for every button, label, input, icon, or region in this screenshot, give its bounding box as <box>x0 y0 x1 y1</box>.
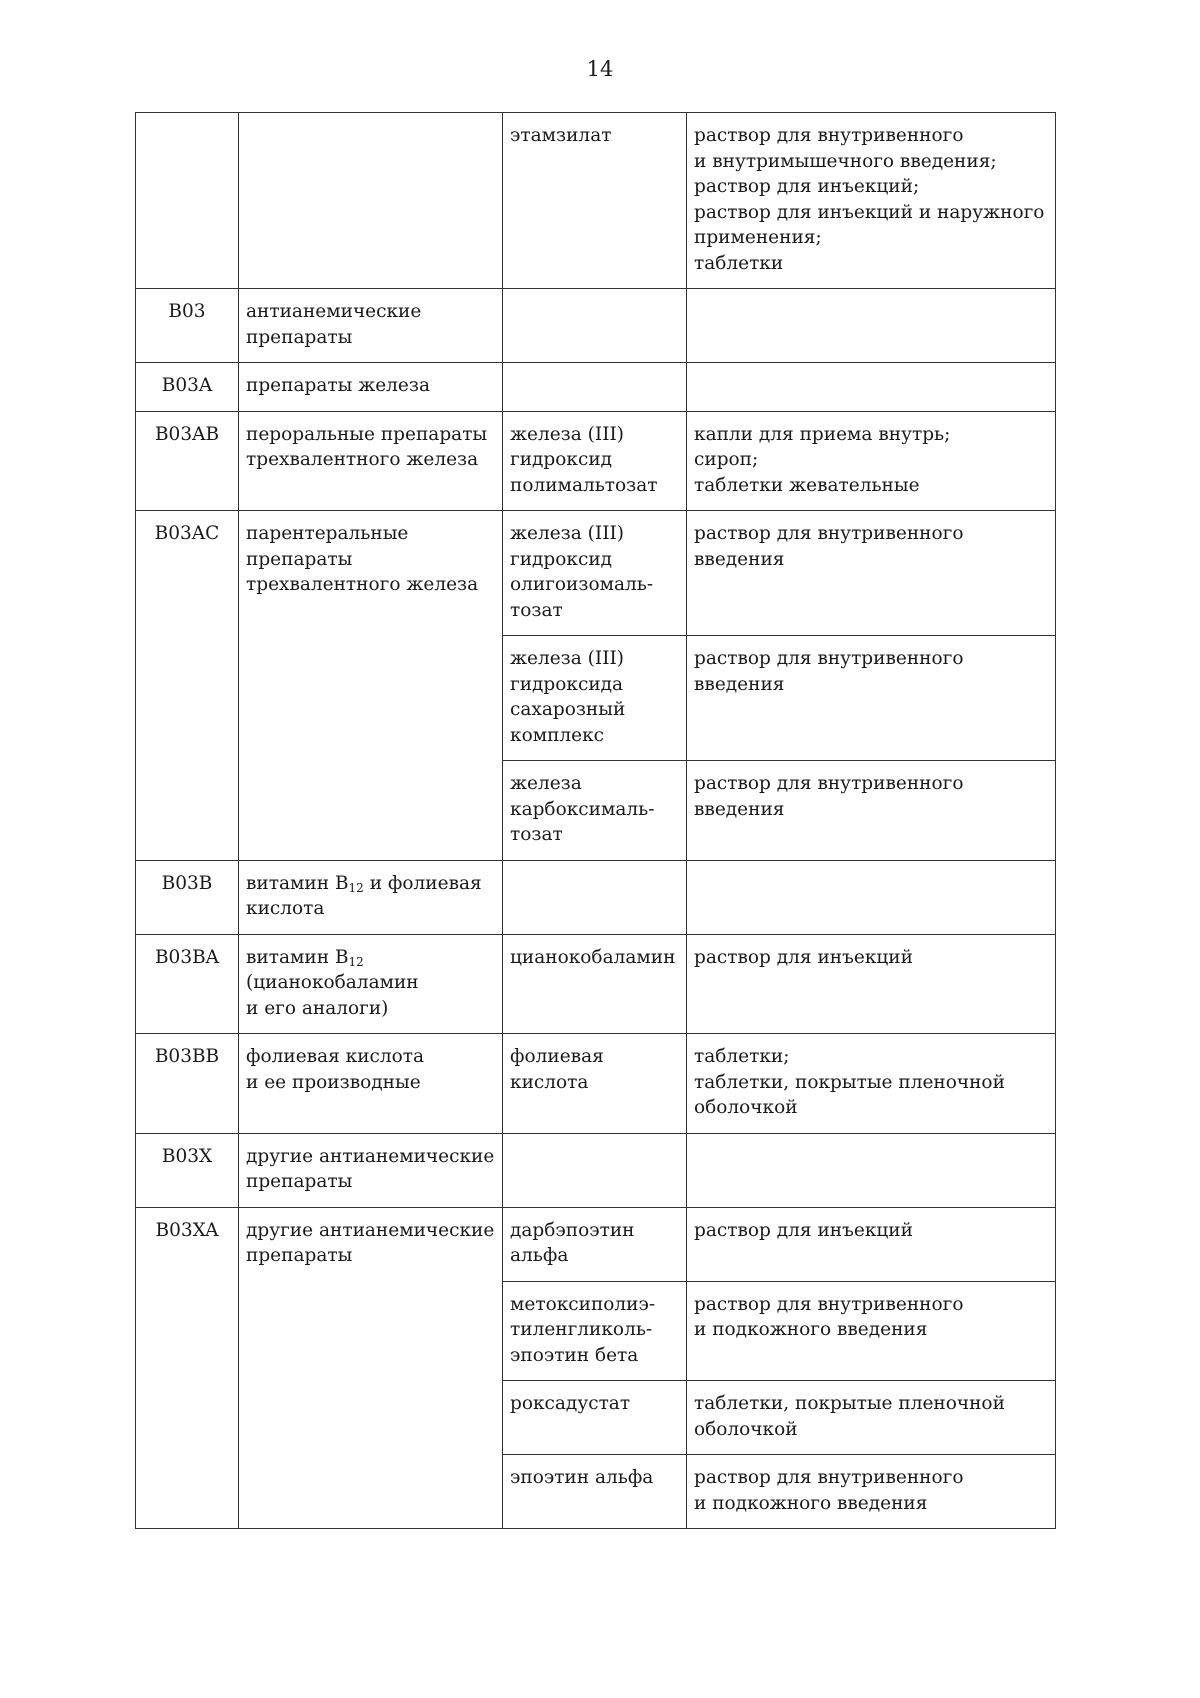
drug-name-cell: цианокобаламин <box>503 934 687 1034</box>
dosage-forms-cell: раствор для внутривенного введения <box>687 511 1056 636</box>
dosage-forms-cell <box>687 860 1056 934</box>
group-cell: другие антианемические препараты <box>239 1133 503 1207</box>
table-row <box>136 363 1056 412</box>
group-text: витамин B <box>246 946 349 968</box>
group-cell: другие антианемические препараты <box>239 1207 503 1529</box>
atc-code-cell: B03 <box>136 289 239 363</box>
page-number: 14 <box>586 57 614 81</box>
drug-name-cell <box>503 289 687 363</box>
atc-code-cell: B03BB <box>136 1034 239 1134</box>
group-cell: антианемические препараты <box>239 289 503 363</box>
table-row <box>136 511 1056 636</box>
atc-code-cell: B03A <box>136 363 239 412</box>
table-row <box>136 289 1056 363</box>
dosage-forms-cell: раствор для инъекций <box>687 934 1056 1034</box>
table-row <box>136 411 1056 511</box>
drug-name-cell: эпоэтин альфа <box>503 1455 687 1529</box>
atc-code-cell <box>136 113 239 289</box>
table-row <box>136 1207 1056 1281</box>
drug-name-cell: железа (III) гидроксида сахарозный комплекс <box>503 636 687 761</box>
atc-code-cell: B03AB <box>136 411 239 511</box>
subscript: 12 <box>348 880 364 895</box>
dosage-forms-cell: раствор для внутривенного и подкожного введения <box>687 1281 1056 1381</box>
drug-name-cell: железа (III) гидроксид олигоизомаль- тозат <box>503 511 687 636</box>
group-cell <box>239 934 503 1034</box>
drug-name-cell <box>503 860 687 934</box>
group-text: (цианокобаламин и его аналоги) <box>246 972 419 1019</box>
atc-code-cell: B03B <box>136 860 239 934</box>
atc-code-cell: B03X <box>136 1133 239 1207</box>
group-text: витамин B <box>246 872 349 894</box>
group-cell: пероральные препараты трехвалентного железа <box>239 411 503 511</box>
dosage-forms-cell: таблетки, покрытые пленочной оболочкой <box>687 1381 1056 1455</box>
dosage-forms-cell: раствор для внутривенного введения <box>687 761 1056 861</box>
group-cell <box>239 860 503 934</box>
table-row <box>136 860 1056 934</box>
table-row <box>136 1133 1056 1207</box>
drug-name-cell: этамзилат <box>503 113 687 289</box>
group-cell <box>239 113 503 289</box>
dosage-forms-cell: раствор для инъекций <box>687 1207 1056 1281</box>
dosage-forms-cell: раствор для внутривенного и внутримышечного введения; раствор для инъекций; раствор для инъекций и наружного применения; таблетки <box>687 113 1056 289</box>
atc-code-cell: B03XA <box>136 1207 239 1529</box>
drug-name-cell: метоксиполиэ- тиленгликоль- эпоэтин бета <box>503 1281 687 1381</box>
table-row <box>136 934 1056 1034</box>
group-text: и фолиевая кислота <box>246 872 482 919</box>
dosage-forms-cell: раствор для внутривенного и подкожного введения <box>687 1455 1056 1529</box>
drug-name-cell: железа (III) гидроксид полимальтозат <box>503 411 687 511</box>
subscript: 12 <box>348 954 364 969</box>
dosage-forms-cell: капли для приема внутрь; сироп; таблетки жевательные <box>687 411 1056 511</box>
group-cell: препараты железа <box>239 363 503 412</box>
atc-code-cell: B03AC <box>136 511 239 861</box>
atc-code-cell: B03BA <box>136 934 239 1034</box>
dosage-forms-cell <box>687 289 1056 363</box>
drug-name-cell: дарбэпоэтин альфа <box>503 1207 687 1281</box>
group-cell: фолиевая кислота и ее производные <box>239 1034 503 1134</box>
dosage-forms-cell <box>687 1133 1056 1207</box>
dosage-forms-cell <box>687 363 1056 412</box>
drug-name-cell: фолиевая кислота <box>503 1034 687 1134</box>
table-row <box>136 1034 1056 1134</box>
drug-name-cell <box>503 1133 687 1207</box>
table-row <box>136 113 1056 289</box>
drug-name-cell: роксадустат <box>503 1381 687 1455</box>
dosage-forms-cell: раствор для внутривенного введения <box>687 636 1056 761</box>
drug-table <box>135 112 1056 1529</box>
drug-name-cell <box>503 363 687 412</box>
dosage-forms-cell: таблетки; таблетки, покрытые пленочной оболочкой <box>687 1034 1056 1134</box>
drug-name-cell: железа карбоксималь- тозат <box>503 761 687 861</box>
group-cell: парентеральные препараты трехвалентного железа <box>239 511 503 861</box>
